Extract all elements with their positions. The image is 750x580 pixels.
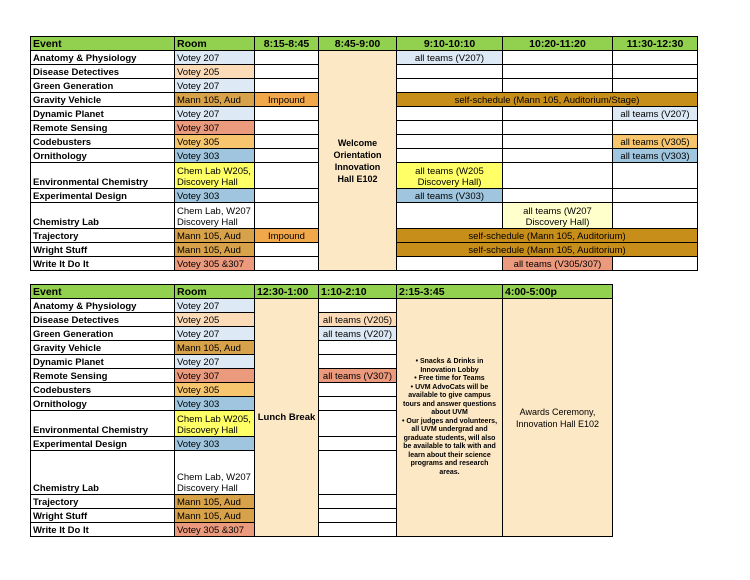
event-name: Experimental Design <box>31 189 175 203</box>
self-schedule-cell: self-schedule (Mann 105, Auditorium/Stage) <box>397 93 698 107</box>
slot-cell <box>397 203 503 229</box>
slot-cell: all teams (W205 Discovery Hall) <box>397 163 503 189</box>
slot-cell: all teams (V207) <box>397 51 503 65</box>
room-cell: Mann 105, Aud <box>175 93 255 107</box>
col-header-time: 8:45-9:00 <box>319 37 397 51</box>
room-cell: Votey 305 &307 <box>175 257 255 271</box>
room-cell: Votey 303 <box>175 397 255 411</box>
room-cell: Votey 307 <box>175 121 255 135</box>
room-cell: Votey 207 <box>175 79 255 93</box>
event-name: Trajectory <box>31 495 175 509</box>
slot-cell <box>319 397 397 411</box>
slot-cell <box>319 411 397 437</box>
event-name: Remote Sensing <box>31 369 175 383</box>
slot-cell <box>503 189 613 203</box>
slot-cell <box>255 149 319 163</box>
room-cell: Votey 305 &307 <box>175 523 255 537</box>
slot-cell <box>613 51 698 65</box>
awards-ceremony-cell: Awards Ceremony, Innovation Hall E102 <box>503 299 613 537</box>
slot-cell <box>397 121 503 135</box>
col-header-event: Event <box>31 37 175 51</box>
event-name: Experimental Design <box>31 437 175 451</box>
col-header-room: Room <box>175 285 255 299</box>
room-cell: Chem Lab W205, Discovery Hall <box>175 411 255 437</box>
event-name: Dynamic Planet <box>31 107 175 121</box>
room-cell: Votey 205 <box>175 65 255 79</box>
header-row <box>31 285 613 299</box>
afternoon-info-cell: • Snacks & Drinks in Innovation Lobby • Free time for Teams • UVM AdvoCats will be available to give campus tours and answer questions about UVM • Our judges and volunteers, all UVM undergrad and graduate students, will also be available to talk with and learn about their science programs and research areas. <box>397 299 503 537</box>
event-name: Ornithology <box>31 397 175 411</box>
event-name: Write It Do It <box>31 523 175 537</box>
event-name: Anatomy & Physiology <box>31 299 175 313</box>
slot-cell <box>255 121 319 135</box>
event-name: Anatomy & Physiology <box>31 51 175 65</box>
slot-cell <box>319 523 397 537</box>
slot-cell <box>255 257 319 271</box>
col-header-event: Event <box>31 285 175 299</box>
event-name: Write It Do It <box>31 257 175 271</box>
event-name: Green Generation <box>31 327 175 341</box>
col-header-time: 8:15-8:45 <box>255 37 319 51</box>
slot-cell <box>503 51 613 65</box>
col-header-room: Room <box>175 37 255 51</box>
col-header-time: 4:00-5:00p <box>503 285 613 299</box>
slot-cell <box>503 135 613 149</box>
slot-cell <box>397 65 503 79</box>
room-cell: Votey 303 <box>175 149 255 163</box>
col-header-time: 9:10-10:10 <box>397 37 503 51</box>
event-name: Chemistry Lab <box>31 203 175 229</box>
slot-cell <box>397 257 503 271</box>
self-schedule-cell: self-schedule (Mann 105, Auditorium) <box>397 229 698 243</box>
slot-cell <box>255 243 319 257</box>
slot-cell <box>613 189 698 203</box>
slot-cell <box>319 495 397 509</box>
room-cell: Chem Lab, W207 Discovery Hall <box>175 203 255 229</box>
room-cell: Mann 105, Aud <box>175 243 255 257</box>
room-cell: Mann 105, Aud <box>175 229 255 243</box>
schedule-table-afternoon <box>30 284 613 537</box>
room-cell: Votey 207 <box>175 327 255 341</box>
slot-cell: all teams (V205) <box>319 313 397 327</box>
slot-cell <box>319 509 397 523</box>
table-row <box>31 299 613 313</box>
slot-cell <box>255 65 319 79</box>
slot-cell: all teams (V207) <box>613 107 698 121</box>
slot-cell <box>319 341 397 355</box>
event-name: Disease Detectives <box>31 313 175 327</box>
room-cell: Mann 105, Aud <box>175 509 255 523</box>
col-header-time: 1:10-2:10 <box>319 285 397 299</box>
room-cell: Votey 303 <box>175 437 255 451</box>
slot-cell <box>503 65 613 79</box>
room-cell: Votey 207 <box>175 107 255 121</box>
event-name: Gravity Vehicle <box>31 93 175 107</box>
room-cell: Votey 207 <box>175 355 255 369</box>
col-header-time: 12:30-1:00 <box>255 285 319 299</box>
room-cell: Votey 303 <box>175 189 255 203</box>
room-cell: Votey 307 <box>175 369 255 383</box>
slot-cell <box>255 107 319 121</box>
slot-cell <box>613 65 698 79</box>
event-name: Codebusters <box>31 135 175 149</box>
slot-cell <box>503 79 613 93</box>
room-cell: Mann 105, Aud <box>175 495 255 509</box>
impound-cell: Impound <box>255 93 319 107</box>
slot-cell <box>255 203 319 229</box>
slot-cell: all teams (V303) <box>613 149 698 163</box>
event-name: Wright Stuff <box>31 243 175 257</box>
slot-cell <box>319 451 397 495</box>
slot-cell <box>319 355 397 369</box>
event-name: Remote Sensing <box>31 121 175 135</box>
slot-cell <box>319 299 397 313</box>
event-name: Ornithology <box>31 149 175 163</box>
room-cell: Chem Lab W205, Discovery Hall <box>175 163 255 189</box>
slot-cell <box>255 79 319 93</box>
slot-cell <box>255 189 319 203</box>
event-name: Wright Stuff <box>31 509 175 523</box>
slot-cell <box>319 437 397 451</box>
slot-cell: all teams (V207) <box>319 327 397 341</box>
slot-cell <box>397 79 503 93</box>
slot-cell <box>319 383 397 397</box>
table-row <box>31 51 698 65</box>
welcome-orientation-cell: Welcome Orientation Innovation Hall E102 <box>319 51 397 271</box>
event-name: Disease Detectives <box>31 65 175 79</box>
slot-cell <box>397 149 503 163</box>
slot-cell <box>503 121 613 135</box>
event-name: Dynamic Planet <box>31 355 175 369</box>
slot-cell: all teams (W207 Discovery Hall) <box>503 203 613 229</box>
slot-cell <box>613 203 698 229</box>
event-name: Environmental Chemistry <box>31 163 175 189</box>
slot-cell: all teams (V307) <box>319 369 397 383</box>
room-cell: Votey 305 <box>175 135 255 149</box>
col-header-time: 11:30-12:30 <box>613 37 698 51</box>
slot-cell <box>397 135 503 149</box>
event-name: Trajectory <box>31 229 175 243</box>
slot-cell: all teams (V305/307) <box>503 257 613 271</box>
impound-cell: Impound <box>255 229 319 243</box>
room-cell: Votey 305 <box>175 383 255 397</box>
slot-cell <box>503 163 613 189</box>
slot-cell <box>255 51 319 65</box>
col-header-time: 10:20-11:20 <box>503 37 613 51</box>
room-cell: Chem Lab, W207 Discovery Hall <box>175 451 255 495</box>
self-schedule-cell: self-schedule (Mann 105, Auditorium) <box>397 243 698 257</box>
room-cell: Mann 105, Aud <box>175 341 255 355</box>
slot-cell <box>613 163 698 189</box>
slot-cell <box>613 121 698 135</box>
slot-cell <box>503 107 613 121</box>
event-name: Chemistry Lab <box>31 451 175 495</box>
slot-cell: all teams (V303) <box>397 189 503 203</box>
room-cell: Votey 205 <box>175 313 255 327</box>
event-name: Green Generation <box>31 79 175 93</box>
slot-cell: all teams (V305) <box>613 135 698 149</box>
slot-cell <box>613 79 698 93</box>
slot-cell <box>397 107 503 121</box>
event-name: Codebusters <box>31 383 175 397</box>
slot-cell <box>255 135 319 149</box>
event-name: Environmental Chemistry <box>31 411 175 437</box>
col-header-time: 2:15-3:45 <box>397 285 503 299</box>
slot-cell <box>613 257 698 271</box>
event-name: Gravity Vehicle <box>31 341 175 355</box>
slot-cell <box>503 149 613 163</box>
schedule-table-morning <box>30 36 698 271</box>
room-cell: Votey 207 <box>175 51 255 65</box>
lunch-break-cell: Lunch Break <box>255 299 319 537</box>
slot-cell <box>255 163 319 189</box>
header-row <box>31 37 698 51</box>
room-cell: Votey 207 <box>175 299 255 313</box>
